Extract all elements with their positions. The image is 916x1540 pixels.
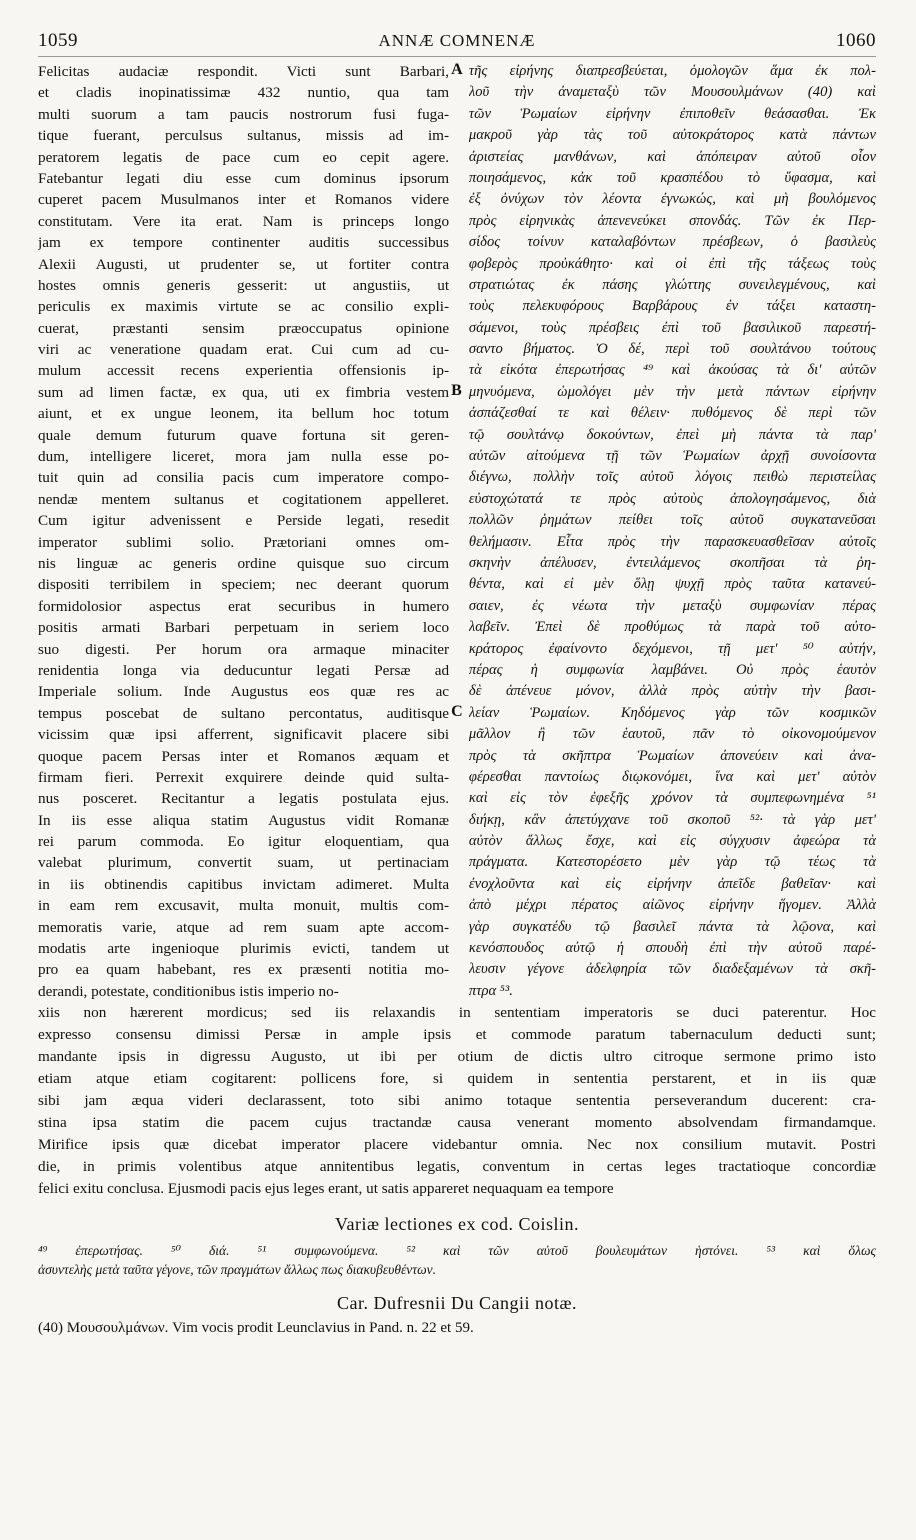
notes-title: Car. Dufresnii Du Cangii notæ. bbox=[337, 1293, 577, 1314]
latin-line: positis armati Barbari perpetuam in seriem loco bbox=[38, 619, 450, 637]
variae-line: ⁴⁹ ἐπερωτήσας. ⁵⁰ διά. ⁵¹ συμφωνούμενα. ⁵² καὶ τῶν αὐτοῦ βουλευμάτων ἡστόνει. ⁵³ καὶ ὅλως bbox=[38, 1243, 876, 1259]
greek-line: τῆς εἰρήνης διαπρεσβεύεται, ὁμολογῶν ἅμα ἐκ πολ- bbox=[468, 63, 876, 79]
latin-line: nus posceret. Recitantur a legatis postulata ejus. bbox=[38, 790, 450, 808]
greek-line: ἐνοχλοῦντα καὶ εἰς εἰρήνην ἀπεῖδε βαθεῖαν· καὶ bbox=[468, 875, 876, 892]
greek-line: σίδος τοίνυν καταλαβόντων πρέσβεων, ὁ βασιλεὺς bbox=[468, 234, 876, 251]
right-page-number: 1060 bbox=[835, 30, 876, 51]
greek-line: σαιεν, ἐς νέωτα τὴν μεταξὺ συμφωνίαν πέρας bbox=[468, 597, 876, 614]
greek-line: γὰρ συγκατέδυ τῷ βασιλεῖ πάντα τὰ λῷονα, καὶ bbox=[468, 918, 876, 935]
greek-line: ἀριστείας μανθάνων, καὶ ἀπόπειραν αὐτοῦ οἷον bbox=[468, 148, 876, 165]
latin-line: tuit quin ad consilia pacis cum imperatore compo- bbox=[38, 469, 450, 487]
greek-line: θέντα, καὶ εἰ μὲν ὅλῃ ψυχῇ πρὸς ταῦτα κατανεύ- bbox=[468, 576, 876, 593]
latin-line: suo digesti. Per horum ora armaque minaciter bbox=[38, 640, 450, 658]
latin-line: quale demum futurum quave fortuna sit geren- bbox=[38, 426, 450, 444]
greek-line: μηνυόμενα, ὡμολόγει μὲν τὴν μετὰ πάντων εἰρήνην bbox=[468, 383, 876, 400]
latin-line: Cum igitur advenissent e Perside legati, resedit bbox=[38, 512, 450, 530]
latin-line: mulum accessit recens experientia offensionis ip- bbox=[38, 362, 450, 380]
greek-line: πράγματα. Κατεστορέσετο μὲν γὰρ τῷ τέως τὰ bbox=[468, 854, 876, 871]
latin-line: jam ex tempore continenter auditis successibus bbox=[38, 234, 450, 252]
full-width-line: expresso consensu dimissi Persæ in ample ipsis et commode paratum tabernaculum deducti sunt; bbox=[38, 1026, 876, 1044]
greek-line: σκηνὴν ἀπέλυσεν, ἐντειλάμενος σκοπῆσαι τὰ ῥη- bbox=[468, 554, 876, 571]
latin-line: vicissim quæ ipsi afferrent, significavit placere sibi bbox=[38, 726, 450, 744]
greek-line: λαβεῖν. Ἐπεὶ δὲ προθύμως τὰ παρὰ τοῦ αὐτο- bbox=[468, 619, 876, 636]
latin-line: renidentia longa via deducuntur legati Persæ ad bbox=[38, 661, 450, 679]
latin-line: pro ea quam habebant, res ex præsenti notitia mo- bbox=[38, 961, 450, 979]
latin-line: dispositi terribilem in speciem; nec deerant quorum bbox=[38, 576, 450, 594]
latin-line: nendæ mentem sultanus et cogitationem appelleret. bbox=[38, 490, 450, 508]
latin-line: hostes omnis generis gesserit: ut angustiis, ut bbox=[38, 276, 450, 294]
latin-line: In iis esse aliqua statim Augustus vidit Romanæ bbox=[38, 811, 450, 829]
greek-line: μᾶλλον ἢ τῶν ἑαυτοῦ, πᾶν τὸ οἰκονομούμενον bbox=[468, 726, 876, 743]
greek-line: φοβερὸς προὐκάθητο· καὶ οἱ ἐπὶ τῆς τάξεως τοὺς bbox=[468, 255, 876, 272]
greek-line: θελήμασιν. Εἶτα πρὸς τὴν παρασκευασθεῖσαν αὐτοῖς bbox=[468, 533, 876, 550]
full-width-line: Mirifice ipsis quæ dicebat imperator placere videbantur omnia. Nec nox consilium mutavit. Postri bbox=[38, 1136, 876, 1154]
latin-line: sum ad limen factæ, ex qua, uti ex fimbria vestem bbox=[38, 383, 450, 401]
latin-line: multi suorum a tam paucis nostrorum fusi fuga- bbox=[38, 105, 450, 123]
running-head bbox=[38, 30, 876, 57]
note-40: (40) Μουσουλμάνων. Vim vocis prodit Leunclavius in Pand. n. 22 et 59. bbox=[38, 1320, 474, 1337]
latin-line: viri ac veneratione quadam erat. Cui cum ad cu- bbox=[38, 341, 450, 359]
greek-column bbox=[469, 61, 876, 1002]
latin-line: periculis ex maximis virtute se ac consilio expli- bbox=[38, 298, 450, 316]
greek-line: πρὸς τὰ σκῆπτρα Ῥωμαίων ἀπονεύειν καὶ ἀνα- bbox=[468, 747, 876, 764]
full-width-line: die, in primis volentibus atque annitentibus legatis, conventum in certas leges tractatioque concordiæ bbox=[38, 1158, 876, 1176]
greek-line: κράτορος ἐφαίνοντο δεχόμενοι, τῇ μετ' ⁵⁰ αὐτήν, bbox=[468, 640, 876, 657]
latin-line: firmam fieri. Perrexit exquirere deinde quid sulta- bbox=[38, 768, 450, 786]
latin-line: Imperiale solium. Inde Augustus eos quæ res ac bbox=[38, 683, 450, 701]
greek-line: στρατιώτας ἐκ πάσης γλώττης συνειλεγμένους, καὶ bbox=[468, 276, 876, 293]
two-column-body bbox=[38, 61, 876, 1002]
greek-line: ἀσπάζεσθαί τε καὶ θέλειν· πυθόμενος δὲ περὶ τῶν bbox=[468, 405, 876, 422]
greek-line: πολλῶν ῥημάτων πείθει τοῖς αὐτοῦ συγκατανεῦσαι bbox=[468, 512, 876, 529]
variae-line: ἀσυντελὴς μετὰ ταῦτα γέγονε, τῶν πραγμάτων ἄλλως πως διακυβευθέντων. bbox=[38, 1262, 437, 1278]
greek-line: διήκῃ, κἂν ἀπετύγχανε τοῦ σκοποῦ ⁵²· τὰ γὰρ μετ' bbox=[468, 811, 876, 828]
greek-line: τὰ εἰκότα ἐπερωτήσας ⁴⁹ καὶ ἀκούσας τὰ δι' αὐτῶν bbox=[468, 362, 876, 379]
greek-line: σαντο βήματος. Ὁ δέ, περὶ τοῦ σουλτάνου τούτους bbox=[468, 341, 876, 358]
section-marker-a: A bbox=[451, 61, 463, 78]
latin-line: tempus poscebat de sultano percontatus, auditisque bbox=[38, 704, 450, 722]
latin-line: dum, intelligere liceret, mora jam nulla esse po- bbox=[38, 448, 450, 466]
variae-lectiones-title: Variæ lectiones ex cod. Coislin. bbox=[335, 1214, 579, 1235]
greek-line: φέρεσθαι παντοίως διῳκονόμει, ἵνα καὶ μετ' αὐτὸν bbox=[468, 768, 876, 785]
full-width-line: sibi jam æqua videri declarassent, toto sibi animo totaque sententia perseverandum ducerent: cra- bbox=[38, 1092, 876, 1110]
greek-line: κενόσπουδος αὐτῷ ἡ σπουδὴ ἐπὶ τὴν αὐτοῦ παρέ- bbox=[468, 940, 876, 957]
latin-line: tique fuerant, perculsus sultanus, missis ad im- bbox=[38, 127, 450, 145]
greek-line: λευσιν γέγονε ἀδελφηρία τῶν διαδεξαμένων τὰ σκῆ- bbox=[468, 961, 876, 978]
latin-line: cuperet pacem Musulmanos inter et Romanos videre bbox=[38, 191, 450, 209]
greek-line: πέρας ἡ συμφωνία λαμβάνει. Οὐ πρὸς ἑαυτὸν bbox=[468, 661, 876, 678]
greek-line: πτρα ⁵³. bbox=[468, 982, 513, 999]
latin-line: formidolosior aspectus erat securibus in humero bbox=[38, 597, 450, 615]
latin-column bbox=[38, 61, 449, 1002]
latin-line: Alexii Augusti, ut prudenter se, ut fortiter contra bbox=[38, 255, 450, 273]
latin-line: constitutam. Vere ita erat. Nam is princeps longo bbox=[38, 212, 450, 230]
latin-line: aiunt, et ex ungue leonem, ita bellum hoc totum bbox=[38, 405, 450, 423]
variae-lectiones bbox=[38, 1241, 876, 1279]
greek-line: δὲ ἀπένευε μόνον, ἀλλὰ πρὸς αὐτὴν τὴν βασι- bbox=[468, 683, 876, 700]
full-width-line: mandante ipsis in digressu Augusto, ut ibi per otium de dictis ultro citroque sermone primo isto bbox=[38, 1048, 876, 1066]
section-marker-c: C bbox=[451, 703, 463, 720]
greek-line: μακροῦ γὰρ τὰς τοῦ αὐτοκράτορος κατὰ πάντων bbox=[468, 127, 876, 144]
section-marker-b: B bbox=[451, 382, 462, 399]
latin-line: imperator sublimi solio. Prætoriani omnes om- bbox=[38, 533, 450, 551]
greek-line: τῷ σουλτάνῳ δοκούντων, ἐπεὶ μὴ πάντα τὰ παρ' bbox=[468, 426, 876, 443]
latin-line: Felicitas audaciæ respondit. Victi sunt Barbari, bbox=[38, 63, 450, 80]
latin-line: Fatebantur legati diu esse cum dominus ipsorum bbox=[38, 169, 450, 187]
running-title: ANNÆ COMNENÆ bbox=[378, 31, 536, 50]
latin-line: valebat plurimum, convertit suam, ut pertinaciam bbox=[38, 854, 450, 872]
greek-line: λοῦ τὴν ἀναμεταξὺ τῶν Μουσουλμάνων (40) καὶ bbox=[468, 84, 876, 101]
full-width-text bbox=[38, 1002, 876, 1200]
latin-line: nis linguæ ac generis ordine quisque suo circum bbox=[38, 554, 450, 572]
greek-line: ἐξ ὀνύχων τὸν λέοντα ἐγνωκώς, καὶ μὴ βουλόμενος bbox=[468, 191, 876, 208]
greek-line: ἀπὸ μέχρι πέρατος αἰῶνος εἰρήνην ἥγομεν. Ἀλλὰ bbox=[468, 897, 876, 914]
latin-line: in eam rem excusavit, multa monuit, multis com- bbox=[38, 897, 450, 915]
greek-line: εὐστοχώτατά τε πρὸς αὐτοὺς ἀπολογησάμενος, διὰ bbox=[468, 490, 876, 507]
greek-line: σάμενοι, τοὺς πρέσβεις ἐπὶ τοῦ βασιλικοῦ παρεστή- bbox=[468, 319, 876, 336]
greek-line: καὶ εἰς τὸν ἐφεξῆς χρόνον τὰ συμπεφωνημένα ⁵¹ bbox=[468, 790, 876, 807]
latin-line: cuerat, præstanti sensim præoccupatus opinione bbox=[38, 319, 450, 337]
greek-line: ποιησάμενος, κἀκ τοῦ κρασπέδου τὸ ὕφασμα, καὶ bbox=[468, 169, 876, 186]
full-width-line: stina ipsa statim die pacem cujus tractandæ causa venerant momento absolvendam firmandamque. bbox=[38, 1114, 876, 1132]
latin-line: peratorem legatis de pace cum eo cepit agere. bbox=[38, 148, 450, 166]
full-width-line: xiis non hærerent mordicus; sed iis relaxandis in sententiam imperatoris se duci paterentur. Hoc bbox=[38, 1004, 876, 1022]
greek-line: λείαν Ῥωμαίων. Κηδόμενος γὰρ τῶν κοσμικῶν bbox=[468, 704, 876, 721]
greek-line: διέγνω, πολλὴν τοῖς αὐτοῦ λόγοις πειθὼ περιστείλας bbox=[468, 469, 876, 486]
full-width-line: felici exitu conclusa. Ejusmodi pacis ejus leges erant, ut satis appareret nequaquam ea tempore bbox=[38, 1180, 614, 1198]
column-gutter bbox=[449, 61, 469, 1002]
latin-line: quoque pacem Persas inter et Romanos æquam et bbox=[38, 747, 450, 765]
latin-line: modatis arte ingenioque plurimis evicti, tandem ut bbox=[38, 940, 450, 958]
latin-line: memoratis varie, atque ad rem suam apte accom- bbox=[38, 918, 450, 936]
latin-line: et cladis inopinatissimæ 432 nuntio, qua tam bbox=[38, 84, 450, 102]
left-page-number: 1059 bbox=[38, 30, 78, 51]
greek-line: τοὺς πελεκυφόρους Βαρβάρους ἐν τάξει καταστη- bbox=[468, 298, 876, 315]
full-width-line: etiam atque etiam cogitarent: pollicens fore, si quidem in sententia perstarent, et in iis quæ bbox=[38, 1070, 876, 1088]
greek-line: τῶν Ῥωμαίων εἰρήνην ἐπιποθεῖν θεάσασθαι. Ἐκ bbox=[468, 105, 876, 122]
greek-line: αὐτῶν αἰτούμενα τῇ τῶν Ῥωμαίων ἀρχῇ συνοίσοντα bbox=[468, 448, 876, 465]
greek-line: αὐτὸν ἄλλως ἔσχε, καὶ εἰς σύγχυσιν ἀφεώρα τὰ bbox=[468, 833, 876, 850]
latin-line: in iis obtinendis capitibus invictam adimeret. Multa bbox=[38, 875, 450, 893]
greek-line: πρὸς εἰρηνικὰς ἀπενενεύκει σπονδάς. Τῶν ἐκ Περ- bbox=[468, 212, 876, 229]
latin-line: rei parum commoda. Eo igitur eloquentiam, qua bbox=[38, 833, 450, 851]
latin-line: derandi, potestate, conditionibus istis imperio no- bbox=[38, 982, 339, 1000]
